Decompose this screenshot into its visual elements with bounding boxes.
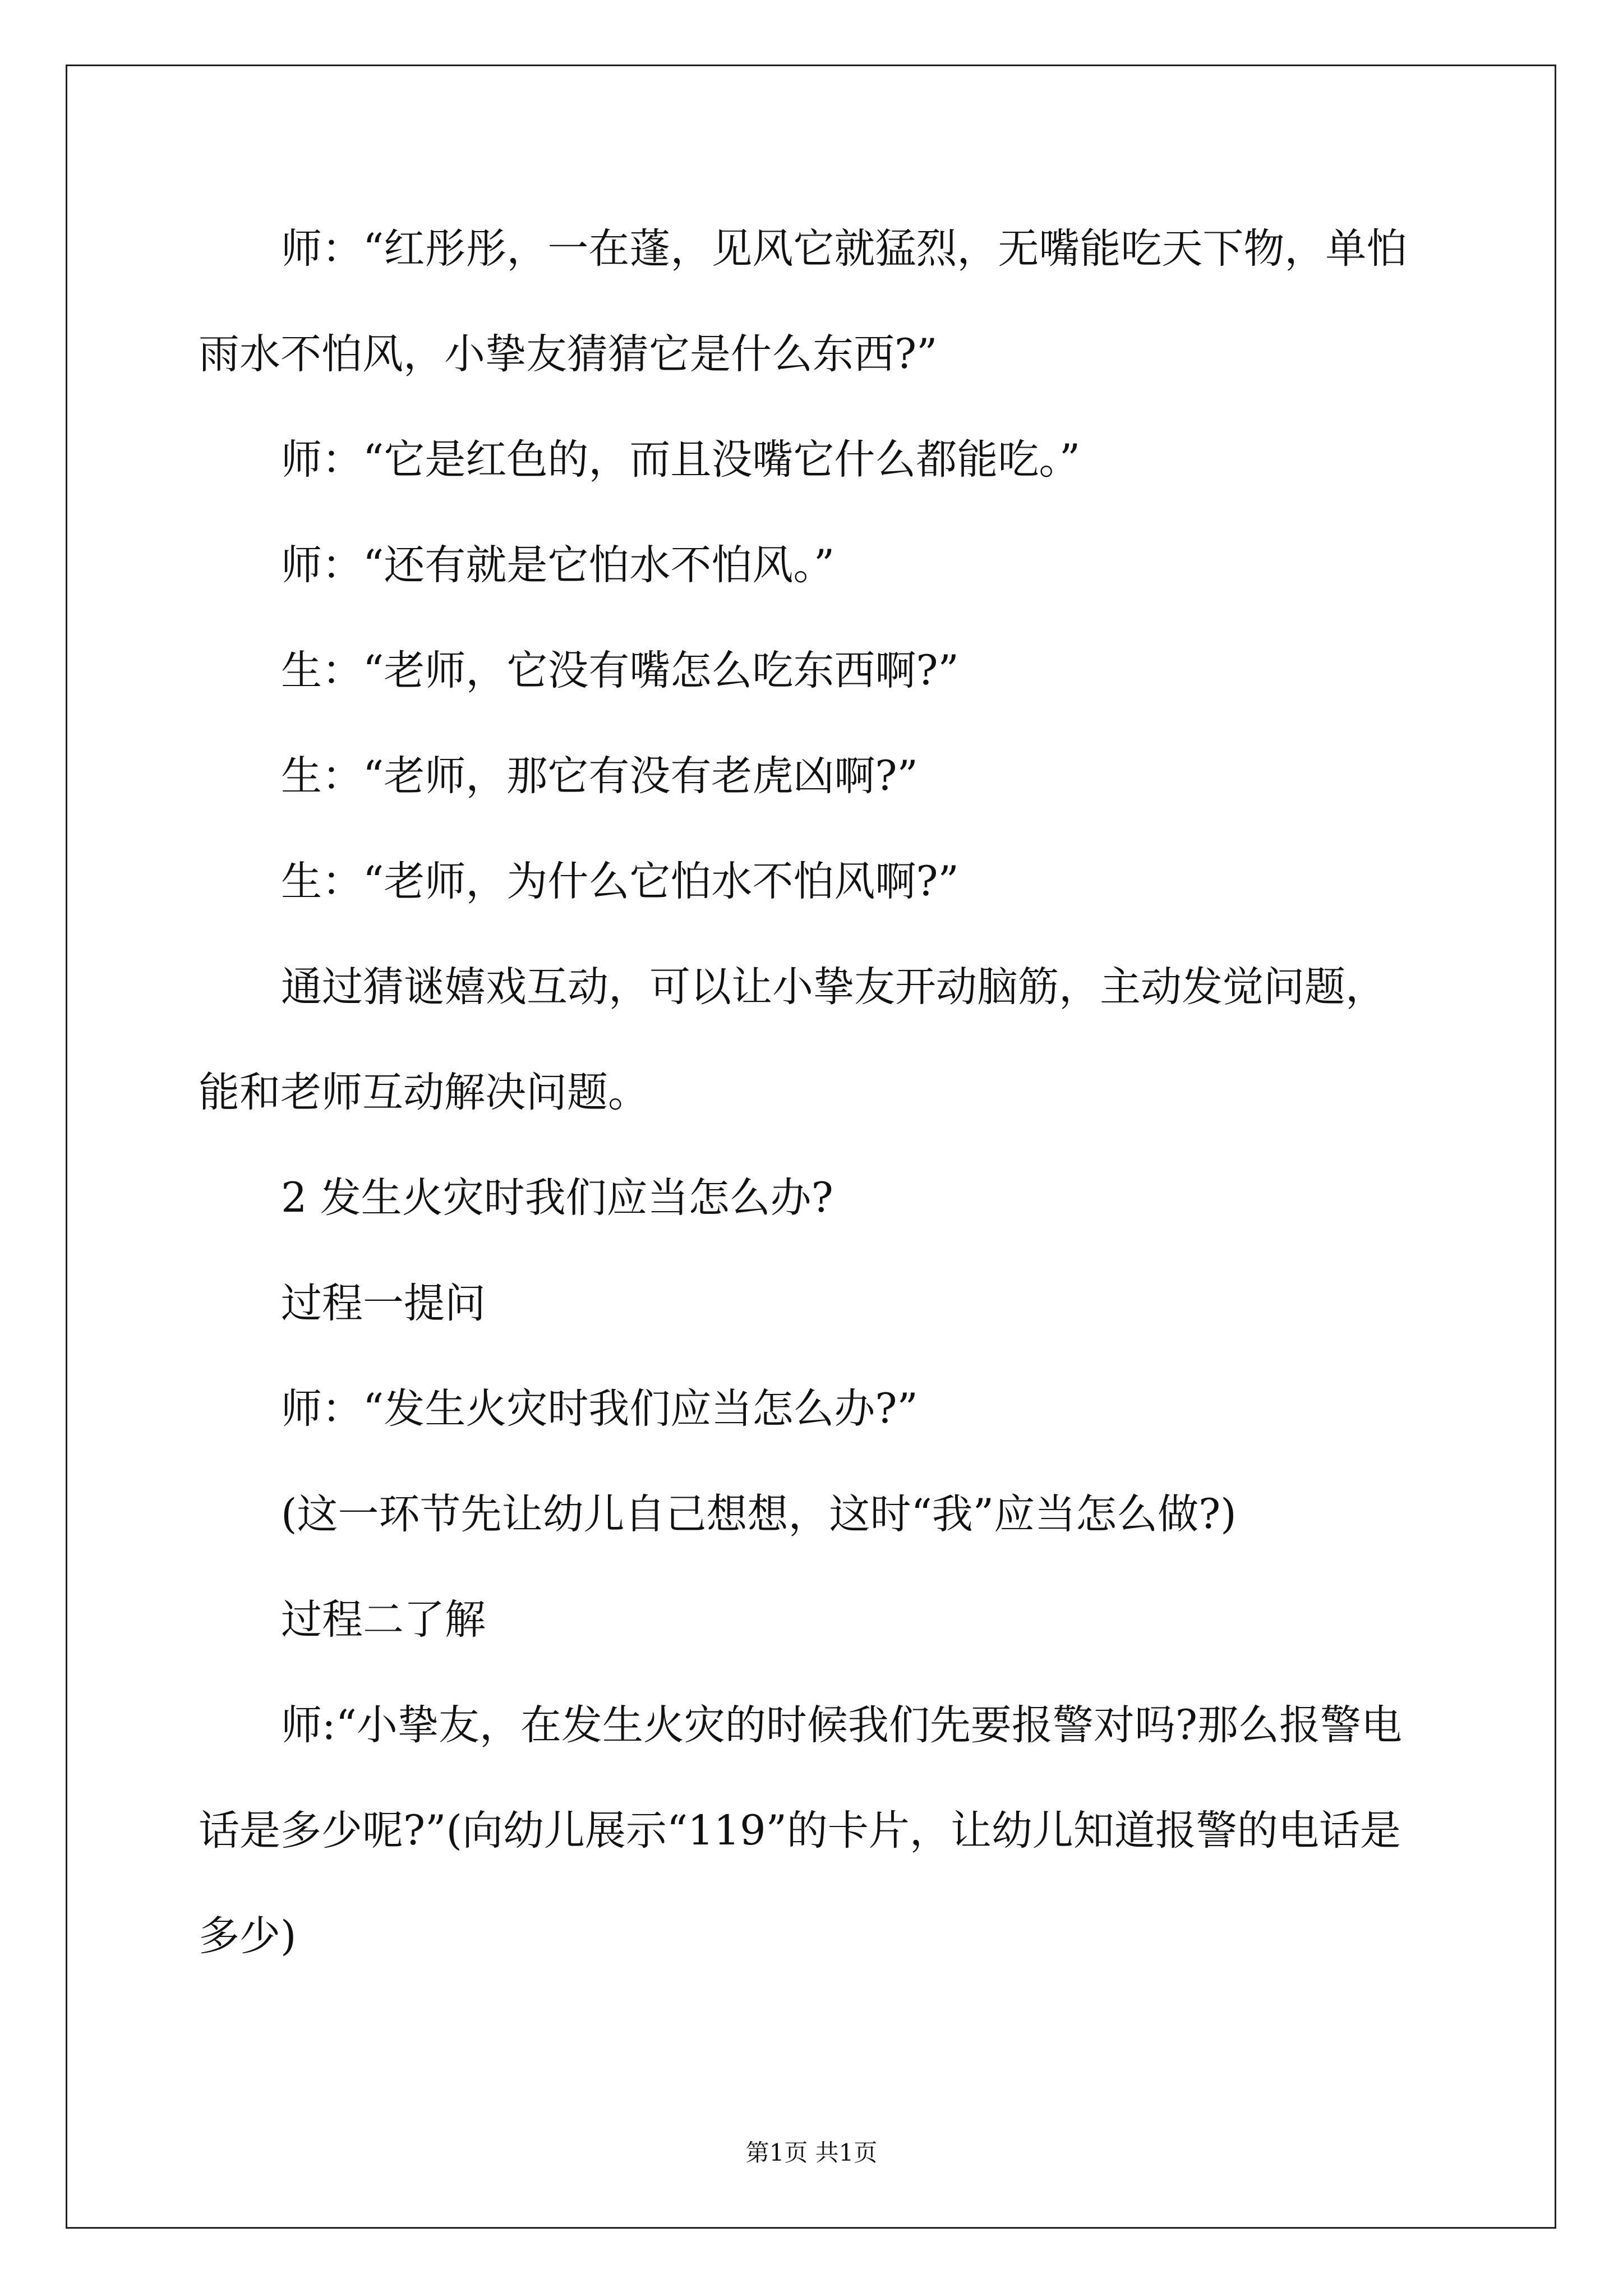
- paragraph: 师:“小挚友，在发生火灾的时候我们先要报警对吗?那么报警电话是多少呢?”(向幼儿展示“119”的卡片，让幼儿知道报警的电话是多少): [199, 1701, 1403, 1960]
- paragraph: 师：“红彤彤，一在蓬，见风它就猛烈，无嘴能吃天下物，单怕雨水不怕风，小挚友猜猜它是什么东西?”: [199, 225, 1408, 378]
- paragraph: 生：“老师，它没有嘴怎么吃东西啊?”: [281, 647, 959, 694]
- paragraph: 师：“发生火灾时我们应当怎么办?”: [281, 1385, 918, 1433]
- paragraph: 师：“还有就是它怕水不怕风。”: [281, 541, 835, 589]
- paragraph: 生：“老师，为什么它怕水不怕风啊?”: [281, 858, 959, 905]
- paragraph: 师：“它是红色的，而且没嘴它什么都能吃。”: [281, 436, 1081, 484]
- sub-heading: 过程一提问: [281, 1280, 486, 1327]
- paragraph: (这一环节先让幼儿自己想想，这时“我”应当怎么做?): [281, 1490, 1237, 1538]
- section-heading: 2 发生火灾时我们应当怎么办?: [281, 1174, 833, 1222]
- document-body: [199, 196, 1426, 1989]
- paragraph: 生：“老师，那它有没有老虎凶啊?”: [281, 752, 918, 800]
- page-number-footer: 第1页 共1页: [745, 2139, 878, 2166]
- paragraph: 通过猜谜嬉戏互动，可以让小挚友开动脑筋，主动发觉问题，能和老师互动解决问题。: [199, 963, 1386, 1116]
- sub-heading: 过程二了解: [281, 1596, 486, 1644]
